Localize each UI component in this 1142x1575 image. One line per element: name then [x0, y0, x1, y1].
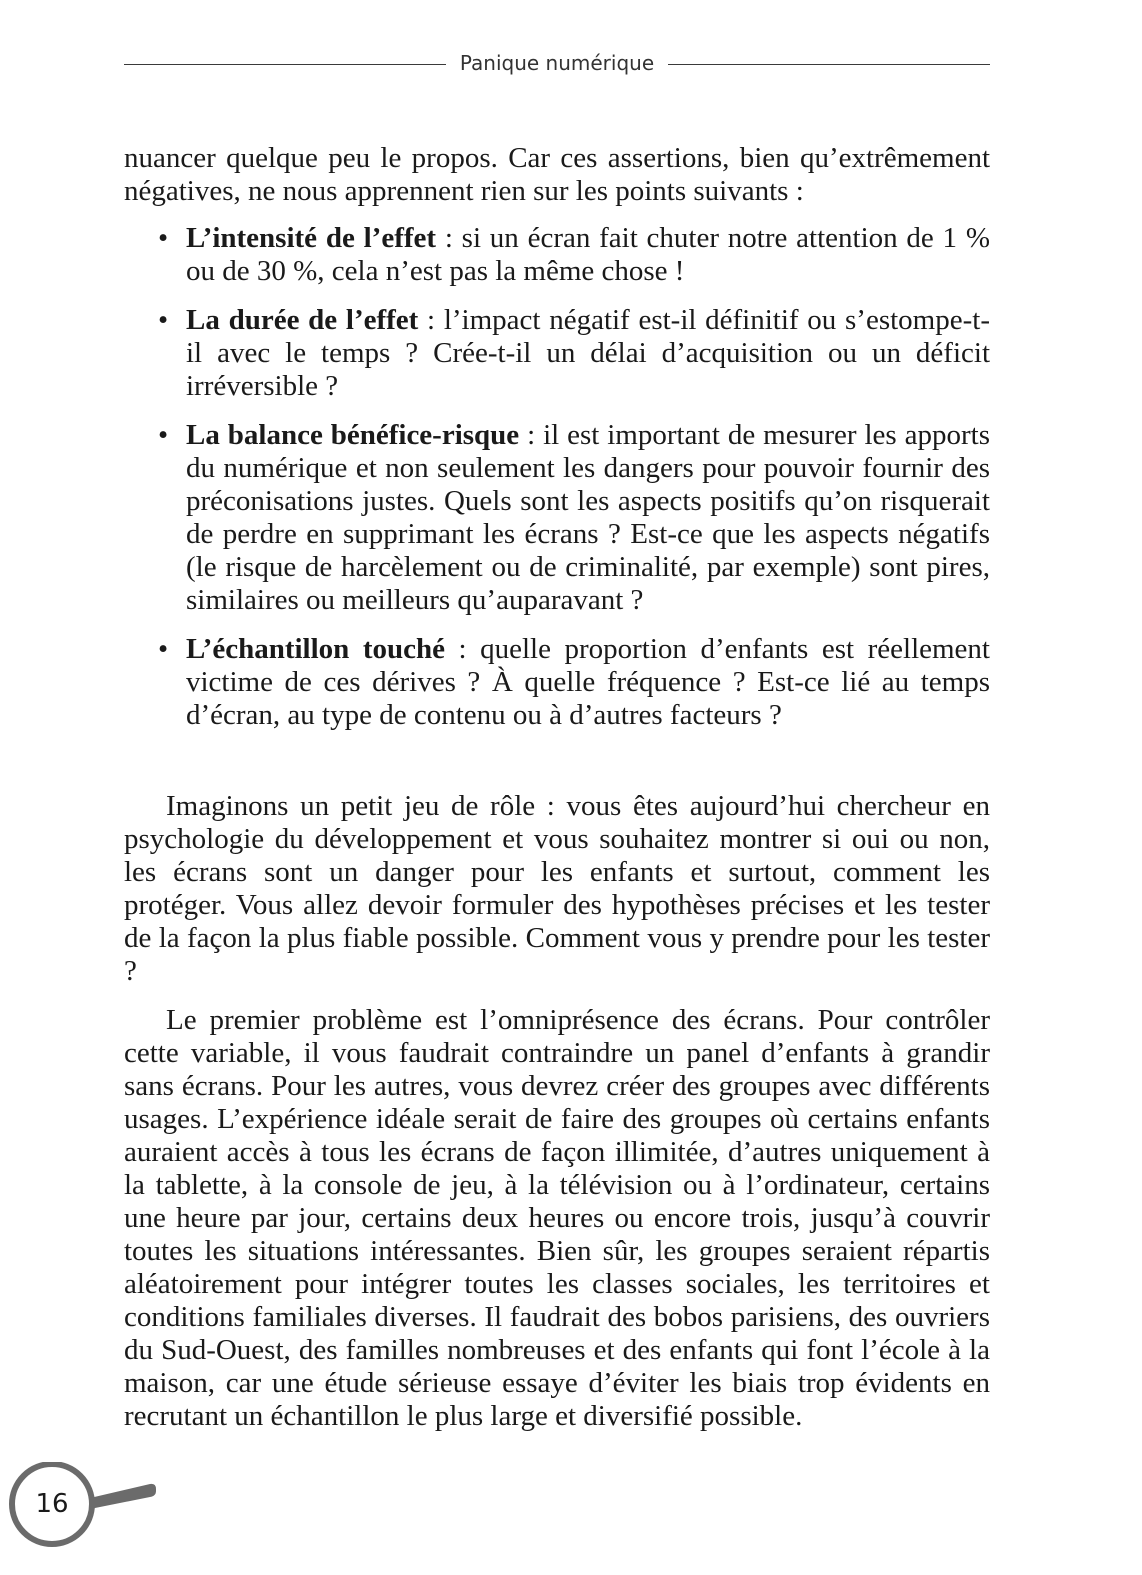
running-title: Panique numérique	[459, 51, 655, 75]
bullet-marker: •	[158, 222, 169, 254]
running-header	[124, 48, 990, 78]
page-folio	[0, 1462, 170, 1562]
header-rule-right	[668, 64, 990, 65]
bullet-marker: •	[158, 304, 169, 336]
body-paragraph: Imaginons un petit jeu de rôle : vous êtes aujourd’hui chercheur en psychologie du développement et vous souhaitez montrer si oui ou non, les écrans sont un danger pour les enfants et surtout, comment les protéger. Vous allez devoir formuler des hypothèses précises et les tester de la façon la plus fiable possible. Comment vous y prendre pour les tester ?	[124, 790, 990, 987]
bullet-text: : si un écran fait chuter notre attention de 1 % ou de 30 %, cela n’est pas la même chose !	[186, 222, 990, 287]
paragraph-spacer	[124, 988, 990, 1004]
bullet-term: L’intensité de l’effet	[186, 222, 437, 254]
bullet-term: L’échantillon touché	[186, 633, 445, 665]
bullet-term: La balance bénéfice-risque	[186, 419, 520, 451]
intro-paragraph: nuancer quelque peu le propos. Car ces assertions, bien qu’extrêmement négatives, ne nous apprennent rien sur les points suivants :	[124, 142, 990, 207]
body-text	[124, 142, 990, 1433]
bullet-item-sample	[124, 633, 990, 732]
bullet-marker: •	[158, 419, 169, 451]
body-paragraph: Le premier problème est l’omniprésence des écrans. Pour contrôler cette variable, il vous faudrait contraindre un panel d’enfants à grandir sans écrans. Pour les autres, vous devrez créer des groupes avec différents usages. L’expérience idéale serait de faire des groupes où certains enfants auraient accès à tous les écrans de façon illimitée, d’autres uniquement à la tablette, à la console de jeu, à la télévision ou à l’ordinateur, certains une heure par jour, certains deux heures ou encore trois, jusqu’à couvrir toutes les situations intéressantes. Bien sûr, les groupes seraient répartis aléatoirement pour intégrer toutes les classes sociales, les territoires et conditions familiales diverses. Il faudrait des bobos parisiens, des ouvriers du Sud-Ouest, des familles nombreuses et des enfants qui font l’école à la maison, car une étude sérieuse essaye d’éviter les biais trop évidents en recrutant un échantillon le plus large et diversifié possible.	[124, 1004, 990, 1432]
section-spacer	[124, 748, 990, 790]
bullet-item-intensity	[124, 222, 990, 288]
page-number: 16	[35, 1489, 69, 1519]
bullet-list	[124, 222, 990, 732]
bullet-term: La durée de l’effet	[186, 304, 419, 336]
bullet-text: : il est important de mesurer les apports du numérique et non seulement les dangers pour pouvoir fournir des préconisations justes. Quels sont les aspects positifs qu’on risquerait de perdre en supprimant les écrans ? Est-ce que les aspects négatifs (le risque de harcèlement ou de criminalité, par exemple) sont pires, similaires ou meilleurs qu’auparavant ?	[186, 419, 990, 616]
bullet-text: : quelle proportion d’enfants est réellement victime de ces dérives ? À quelle fréquence ? Est-ce lié au temps d’écran, au type de contenu ou à d’autres facteurs ?	[186, 633, 990, 731]
bullet-marker: •	[158, 633, 169, 665]
bullet-item-duration	[124, 304, 990, 403]
bullet-item-balance	[124, 419, 990, 617]
bullet-text: : l’impact négatif est-il définitif ou s’estompe-t-il avec le temps ? Crée-t-il un délai d’acquisition ou un déficit irréversible ?	[186, 304, 990, 402]
